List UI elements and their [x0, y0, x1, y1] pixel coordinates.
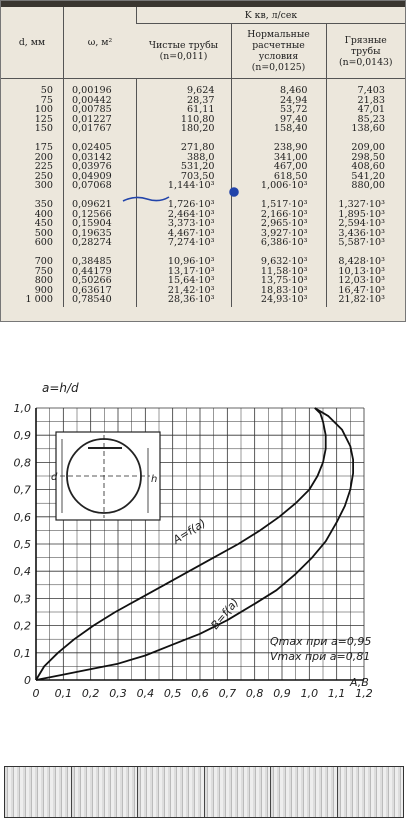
cell-clean: 271,80 388,0 531,20 703,50 1,144·10³ — [137, 136, 232, 193]
annotation-qmax: Qmax при a=0,95 — [270, 635, 372, 648]
series-label-b: B=f(a) — [208, 596, 242, 632]
strip-cell — [337, 767, 404, 817]
inset-pipe-diagram — [51, 432, 160, 520]
header-normal: Нормальные расчетные условия (n=0,0125) — [231, 24, 326, 79]
cell-dirty: 7,403 21,83 47,01 85,23 138,60 — [326, 79, 405, 136]
x-tick-label: 0,3 — [109, 687, 127, 700]
header-d: d, мм — [1, 7, 64, 79]
cell-clean: 10,96·10³ 13,17·10³ 15,64·10³ 21,42·10³ 28,36·10³ — [137, 250, 232, 307]
table-group — [1, 193, 405, 250]
y-tick-label: 0,1 — [13, 646, 31, 660]
table-group — [1, 79, 405, 136]
strip-cell — [71, 767, 138, 817]
strip-cell — [270, 767, 337, 817]
strip-cell — [204, 767, 271, 817]
y-tick-label: 0,9 — [13, 429, 31, 443]
cell-clean: 1,726·10³ 2,464·10³ 3,373·10³ 4,467·10³ 7,274·10³ — [137, 193, 232, 250]
x-tick-label: 0,6 — [191, 687, 209, 700]
cell-w: 0,38485 0,44179 0,50266 0,63617 0,78540 — [64, 250, 137, 307]
cell-normal: 1,517·10³ 2,166·10³ 2,965·10³ 3,927·10³ 6,386·10³ — [231, 193, 326, 250]
y-tick-label: 0 — [24, 674, 31, 687]
y-tick-label: 0,4 — [13, 565, 31, 579]
x-tick-label: 0,1 — [54, 687, 73, 700]
cell-dirty: 209,00 298,50 408,60 541,20 880,00 — [326, 136, 405, 193]
header-clean: Чистые трубы (n=0,011) — [137, 24, 232, 79]
header-dirty: Грязные трубы (n=0,0143) — [326, 24, 405, 79]
header-w: ω, м² — [64, 7, 137, 79]
x-tick-label: 0,8 — [245, 687, 264, 700]
cell-d: 350 400 450 500 600 — [34, 198, 53, 249]
cell-w: 0,02405 0,03142 0,03976 0,04909 0,07068 — [64, 136, 137, 193]
x-tick-label: 0,2 — [81, 687, 100, 700]
x-tick-label: 1,2 — [355, 687, 373, 700]
y-tick-label: 1,0 — [13, 402, 31, 415]
cell-w: 0,00196 0,00442 0,00785 0,01227 0,01767 — [64, 79, 137, 136]
chart-title: a=h/d — [42, 381, 79, 395]
ink-scribble-mark — [121, 191, 171, 207]
x-tick-label: 1,0 — [300, 687, 319, 700]
table-scan — [0, 0, 406, 322]
partial-filling-chart — [0, 380, 406, 725]
y-tick-label: 0,7 — [13, 483, 31, 497]
x-tick-label: 0,4 — [136, 687, 155, 700]
cell-normal: 8,460 24,94 53,72 97,40 158,40 — [231, 79, 326, 136]
x-tick-label: 0,7 — [218, 687, 237, 700]
y-tick-label: 0,5 — [13, 538, 31, 551]
x-axis-label: A,B — [350, 676, 369, 689]
cell-d: 700 750 800 900 1 000 — [25, 255, 53, 306]
strip-cell — [5, 767, 71, 817]
cell-d: 175 200 225 250 300 — [34, 141, 53, 192]
flow-table — [1, 7, 405, 307]
cell-w: 0,09621 0,12566 0,15904 0,19635 0,28274 — [64, 193, 137, 250]
annotation-vmax: Vmax при a=0,81 — [270, 650, 371, 663]
header-group: K кв, л/сек — [137, 7, 406, 24]
y-tick-label: 0,3 — [13, 592, 31, 606]
y-tick-label: 0,6 — [13, 510, 31, 524]
bottom-table-strip — [4, 766, 404, 818]
x-tick-label: 0 — [32, 687, 40, 700]
strip-cell — [137, 767, 204, 817]
ink-dot-mark — [227, 185, 241, 199]
x-tick-label: 0,9 — [273, 687, 291, 700]
cell-normal: 238,90 341,00 467,00 618,50 1,006·10³ — [231, 136, 326, 193]
inset-label-d: d — [51, 472, 58, 483]
cell-normal: 9,632·10³ 11,58·10³ 13,75·10³ 18,83·10³ 24,93·10³ — [231, 250, 326, 307]
y-tick-label: 0,8 — [13, 456, 31, 470]
x-tick-label: 1,1 — [327, 687, 346, 700]
cell-clean: 9,624 28,37 61,11 110,80 180,20 — [137, 79, 232, 136]
table-group — [1, 250, 405, 307]
cell-dirty: 8,428·10³ 10,13·10³ 12,03·10³ 16,47·10³ 21,82·10³ — [326, 250, 405, 307]
table-group — [1, 136, 405, 193]
series-label-a: A=f(a) — [170, 516, 209, 547]
x-tick-label: 0,5 — [163, 687, 182, 700]
inset-label-h: h — [151, 474, 158, 485]
cell-d: 50 75 100 125 150 — [34, 85, 53, 135]
cell-dirty: 1,327·10³ 1,895·10³ 2,594·10³ 3,436·10³ 5,587·10³ — [326, 193, 405, 250]
y-tick-label: 0,2 — [13, 619, 31, 633]
